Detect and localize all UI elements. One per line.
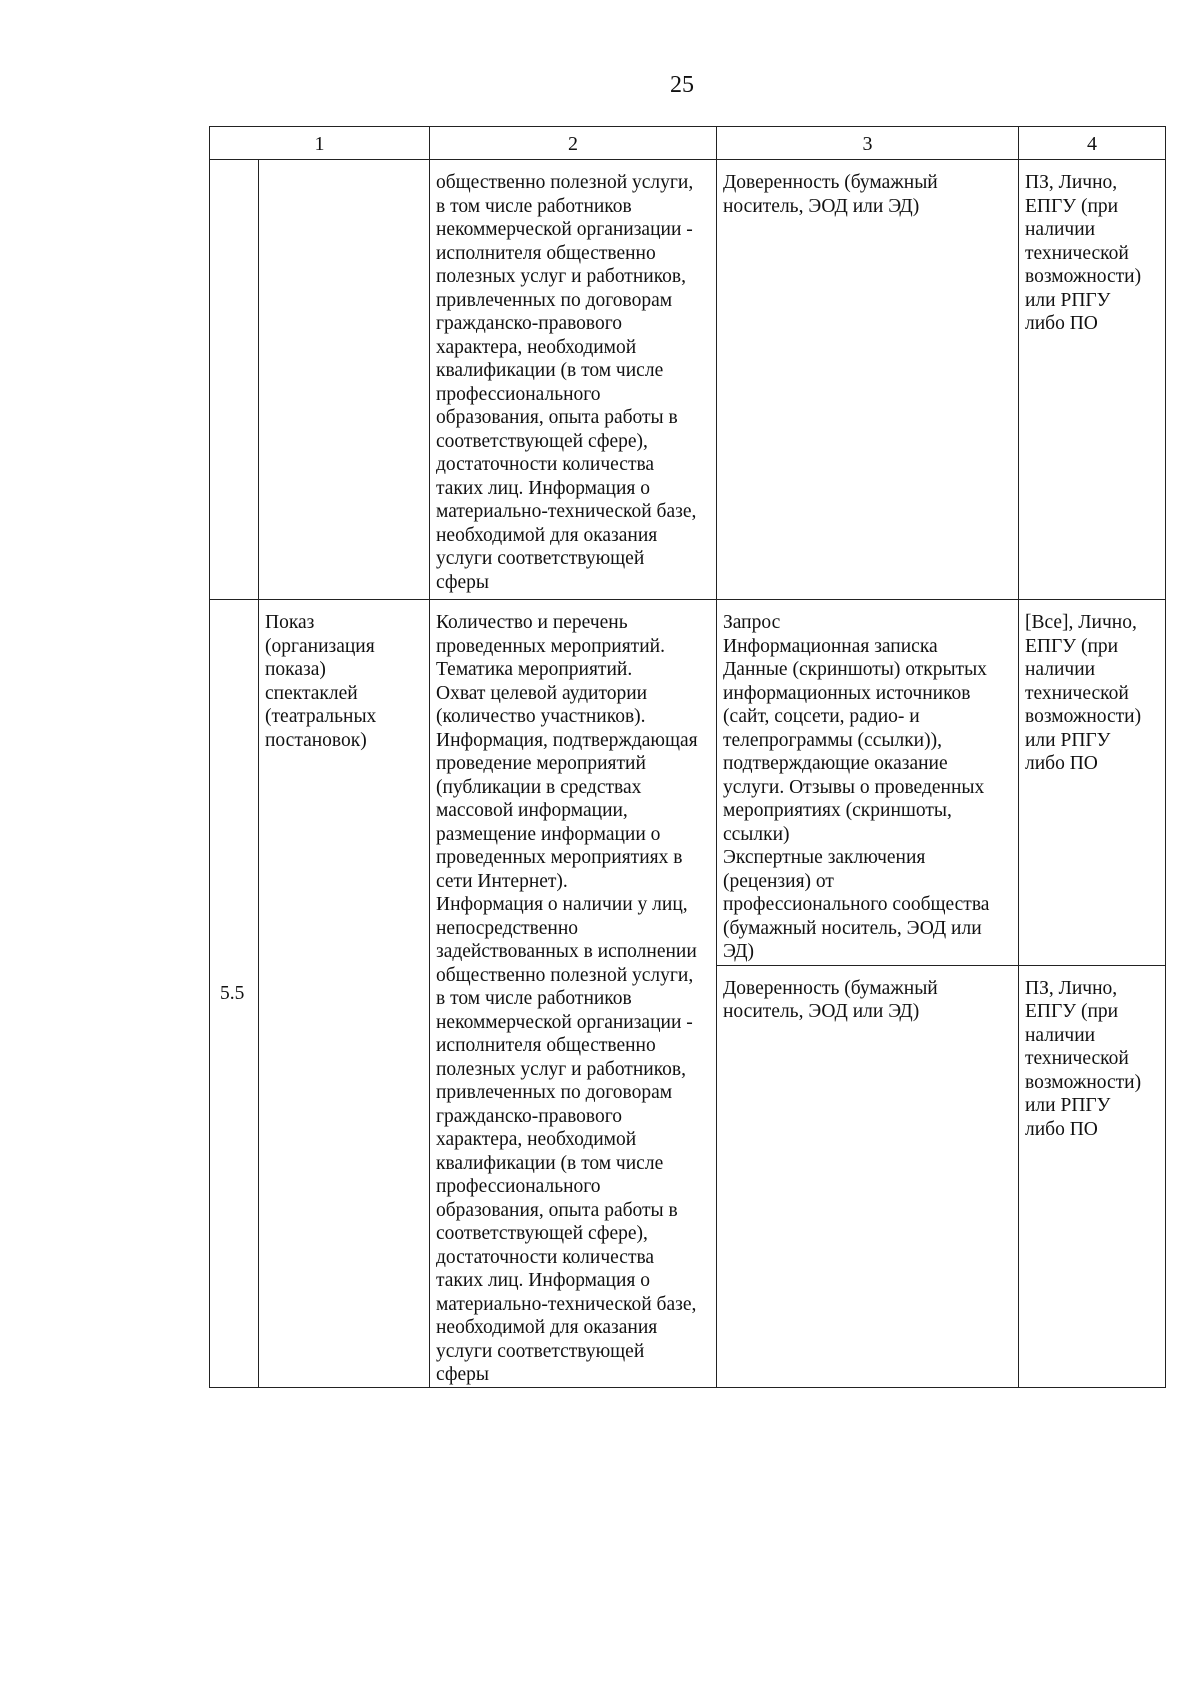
header-row	[210, 127, 1166, 160]
cell-text-line: таких лиц. Информация о	[436, 477, 650, 499]
cell-text-line: или РПГУ	[1025, 289, 1111, 311]
cell-text-line: Тематика мероприятий.	[436, 659, 633, 680]
cell-text-line: образования, опыта работы в	[436, 1199, 678, 1221]
cell-text-line: наличии	[1025, 219, 1096, 240]
cell-text-line: ПЗ, Лично,	[1025, 977, 1118, 999]
cell-text-line: мероприятиях (скриншоты,	[723, 800, 952, 821]
cell-text-line: или РПГУ	[1025, 729, 1111, 751]
cell-text-line: привлеченных по договорам	[436, 1082, 673, 1103]
header-col-1: 1	[210, 127, 430, 160]
cell-text-line: профессионального	[436, 1176, 601, 1197]
cell-text-line: ЕПГУ (при	[1025, 635, 1119, 657]
cell-text-line: проведенных мероприятиях в	[436, 847, 683, 868]
cell-text-line: материально-технической базе,	[436, 501, 697, 522]
cell-text-line: ЕПГУ (при	[1025, 1001, 1119, 1023]
cell-text-line: (рецензия) от	[723, 870, 834, 892]
cell-text-line: соответствующей сфере),	[436, 430, 648, 452]
header-col-4: 4	[1019, 127, 1166, 160]
row2-requirements-cell	[430, 600, 717, 1388]
cell-text-line: спектаклей	[265, 682, 358, 704]
cell-text-line: достаточности количества	[436, 1246, 655, 1268]
cell-text-line: технической	[1025, 1048, 1129, 1070]
cell-text-line: Показ	[265, 612, 315, 633]
cell-text-line: информационных источников	[723, 682, 971, 704]
cell-text-line: носитель, ЭОД или ЭД)	[723, 1001, 920, 1023]
cell-text-line: в том числе работников	[436, 195, 632, 217]
cell-text-line: размещение информации о	[436, 823, 661, 845]
cell-text-line: (публикации в средствах	[436, 776, 642, 798]
cell-text-line: возможности)	[1025, 1071, 1142, 1093]
cell-text-line: Охват целевой аудитории	[436, 682, 648, 704]
cell-text-line: Доверенность (бумажный	[723, 172, 938, 193]
cell-text-line: привлеченных по договорам	[436, 289, 673, 311]
cell-text-line: исполнителя общественно	[436, 1035, 656, 1056]
cell-text-line: квалификации (в том числе	[436, 1152, 664, 1174]
cell-text-line: образования, опыта работы в	[436, 407, 678, 428]
cell-text-line: Доверенность (бумажный	[723, 977, 938, 999]
page-number: 25	[670, 72, 694, 98]
cell-text-line: ссылки)	[723, 823, 790, 845]
cell-text-line: исполнителя общественно	[436, 242, 656, 264]
row1-submission-cell	[1019, 160, 1166, 600]
cell-text-line: (количество участников).	[436, 706, 646, 727]
cell-text-line: соответствующей сфере),	[436, 1223, 648, 1244]
cell-text-line: общественно полезной услуги,	[436, 172, 694, 193]
cell-text-line: Информация, подтверждающая	[436, 729, 698, 751]
cell-text-line: (сайт, соцсети, радио- и	[723, 706, 920, 727]
row1-name-cell	[259, 160, 430, 600]
cell-text-line: ЭД)	[723, 941, 755, 962]
cell-text-line: сферы	[436, 571, 490, 593]
header-col-3: 3	[717, 127, 1019, 160]
cell-text-line: технической	[1025, 242, 1129, 264]
cell-text-line: носитель, ЭОД или ЭД)	[723, 195, 920, 217]
cell-text-line: общественно полезной услуги,	[436, 964, 694, 986]
cell-text-line: необходимой для оказания	[436, 524, 658, 546]
document-table	[209, 126, 1166, 1388]
cell-text-line: материально-технической базе,	[436, 1293, 697, 1315]
row2-power-of-attorney-cell	[717, 965, 1019, 1387]
cell-text-line: либо ПО	[1025, 1118, 1098, 1140]
table-row	[210, 600, 1166, 966]
cell-text-line: характера, необходимой	[436, 1129, 637, 1150]
cell-text-line: постановок)	[265, 729, 367, 751]
cell-text-line: технической	[1025, 682, 1129, 704]
cell-text-line: достаточности количества	[436, 454, 655, 475]
cell-text-line: полезных услуг и работников,	[436, 266, 687, 287]
row2-power-of-attorney-submission-cell	[1019, 965, 1166, 1387]
cell-text-line: возможности)	[1025, 266, 1142, 287]
cell-text-line: профессионального	[436, 383, 601, 405]
cell-text-line: наличии	[1025, 659, 1096, 680]
cell-text-line: ПЗ, Лично,	[1025, 172, 1118, 193]
cell-text-line: таких лиц. Информация о	[436, 1270, 650, 1291]
row1-documents-cell	[717, 160, 1019, 600]
cell-text-line: необходимой для оказания	[436, 1317, 658, 1338]
cell-text-line: проведение мероприятий	[436, 753, 646, 774]
row2-documents-cell	[717, 600, 1019, 966]
header-col-2: 2	[430, 127, 717, 160]
cell-text-line: услуги соответствующей	[436, 548, 645, 569]
cell-text-line: [Все], Лично,	[1025, 612, 1137, 633]
cell-text-line: услуги. Отзывы о проведенных	[723, 776, 985, 798]
cell-text-line: задействованных в исполнении	[436, 941, 697, 962]
cell-text-line: или РПГУ	[1025, 1095, 1111, 1117]
row2-submission-cell	[1019, 600, 1166, 966]
cell-text-line: проведенных мероприятий.	[436, 635, 665, 657]
cell-text-line: гражданско-правового	[436, 313, 623, 334]
row1-number-cell	[210, 160, 259, 600]
cell-text-line: сети Интернет).	[436, 870, 568, 892]
cell-text-line: сферы	[436, 1364, 490, 1385]
cell-text-line: либо ПО	[1025, 753, 1098, 774]
cell-text-line: профессионального сообщества	[723, 894, 990, 915]
cell-text-line: услуги соответствующей	[436, 1340, 645, 1362]
cell-text-line: некоммерческой организации -	[436, 219, 693, 240]
cell-text-line: полезных услуг и работников,	[436, 1058, 687, 1080]
cell-text-line: Информационная записка	[723, 635, 938, 657]
cell-text-line: (организация	[265, 635, 375, 657]
cell-text-line: либо ПО	[1025, 313, 1098, 334]
cell-text-line: непосредственно	[436, 917, 579, 939]
cell-text-line: Данные (скриншоты) открытых	[723, 659, 987, 680]
cell-text-line: ЕПГУ (при	[1025, 195, 1119, 217]
cell-text-line: массовой информации,	[436, 800, 628, 821]
cell-text-line: возможности)	[1025, 706, 1142, 727]
cell-text-line: Информация о наличии у лиц,	[436, 894, 688, 915]
cell-text-line: в том числе работников	[436, 988, 632, 1009]
cell-text-line: показа)	[265, 659, 326, 680]
cell-text-line: квалификации (в том числе	[436, 360, 664, 381]
cell-text-line: наличии	[1025, 1024, 1096, 1046]
row2-name-cell	[259, 600, 430, 1388]
table-row	[210, 160, 1166, 600]
cell-text-line: телепрограммы (ссылки)),	[723, 729, 942, 751]
row1-requirements-cell	[430, 160, 717, 600]
cell-text-line: некоммерческой организации -	[436, 1011, 693, 1033]
cell-text-line: гражданско-правового	[436, 1105, 623, 1127]
row2-number-cell: 5.5	[210, 600, 259, 1388]
cell-text-line: Экспертные заключения	[723, 847, 926, 868]
cell-text-line: Запрос	[723, 612, 781, 633]
cell-text-line: Количество и перечень	[436, 612, 628, 633]
cell-text-line: (бумажный носитель, ЭОД или	[723, 917, 982, 939]
cell-text-line: (театральных	[265, 706, 377, 727]
cell-text-line: характера, необходимой	[436, 336, 637, 358]
cell-text-line: подтверждающие оказание	[723, 753, 948, 774]
